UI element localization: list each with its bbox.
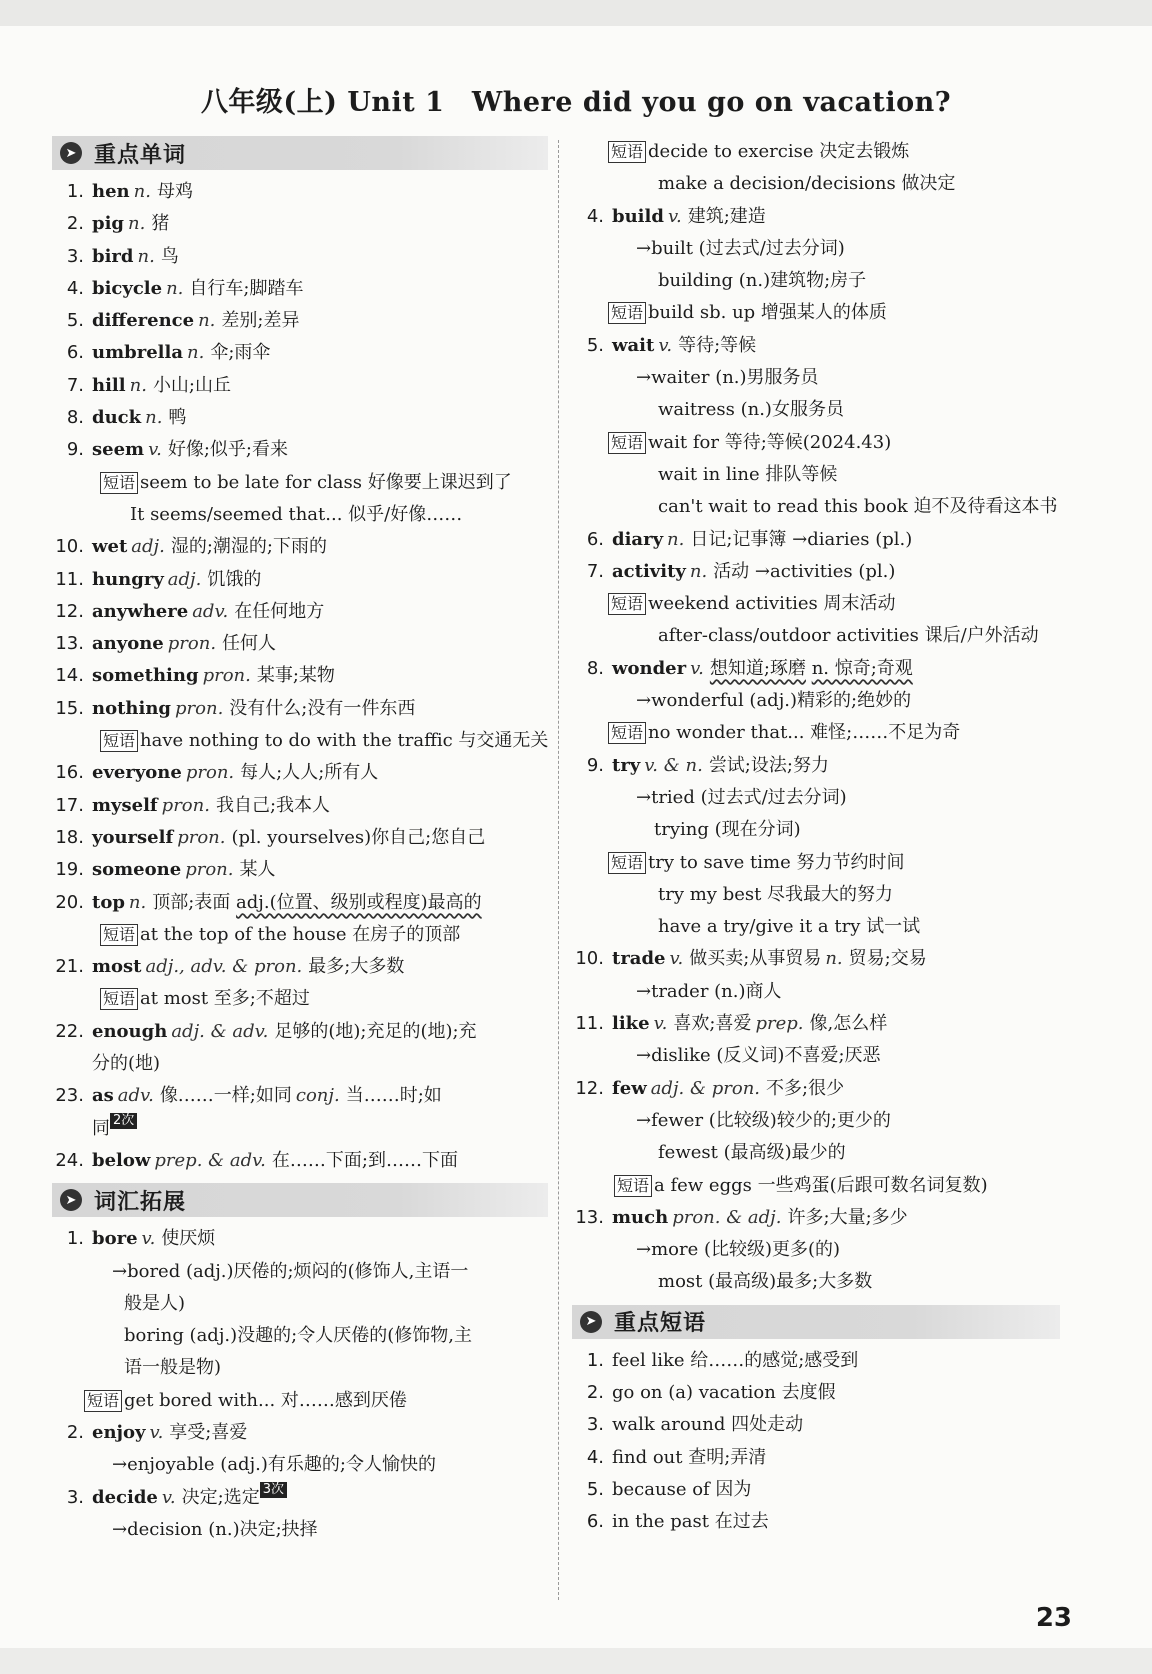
derivation-line: →more (比较级)更多(的)	[636, 1239, 841, 1261]
phrase-tag: 短语	[100, 730, 138, 752]
continuation-line: 分的(地)	[92, 1053, 161, 1075]
derivation-line: building (n.)建筑物;房子	[658, 270, 867, 292]
word-entry: 6. diary n. 日记;记事簿 →diaries (pl.)	[586, 528, 913, 550]
derivation-line: →fewer (比较级)较少的;更少的	[636, 1109, 891, 1131]
derivation-line: →bored (adj.)厌倦的;烦闷的(修饰人,主语一	[112, 1260, 469, 1282]
word-entry: 12. few adj. & pron. 不多;很少	[575, 1077, 845, 1099]
paper-plane-icon: ➤	[60, 1189, 82, 1211]
word-entry: 22. enough adj. & adv. 足够的(地);充足的(地);充	[55, 1020, 477, 1042]
phrase-line: 短语 decide to exercise 决定去锻炼	[572, 136, 1072, 168]
phrase-tag: 短语	[608, 302, 646, 324]
paper-plane-icon: ➤	[580, 1311, 602, 1333]
derivation-line: →decision (n.)决定;抉择	[112, 1518, 318, 1540]
derivation-line: waitress (n.)女服务员	[658, 399, 844, 421]
word-entry: 19. someone pron. 某人	[55, 859, 276, 881]
top-margin-bar	[0, 0, 1152, 26]
word-entry: 5. wait v. 等待;等候	[586, 334, 757, 356]
phrase-line: try my best 尽我最大的努力	[658, 883, 894, 905]
word-entry: 18. yourself pron. (pl. yourselves)你自己;您自己	[55, 826, 486, 848]
phrase-line: 短语 wait for 等待;等候(2024.43)	[572, 427, 1072, 459]
continuation-line: 同 2次	[52, 1113, 548, 1145]
phrase-tag: 短语	[608, 852, 646, 874]
word-entry: 3. bird n. 鸟	[66, 245, 179, 267]
derivation-line: fewest (最高级)最少的	[658, 1142, 846, 1164]
phrase-line: 短语 a few eggs 一些鸡蛋(后跟可数名词复数)	[572, 1170, 1072, 1202]
phrase-line: 短语 at most 至多;不超过	[52, 983, 548, 1015]
word-entry: 23. as adv. 像……一样;如同 conj. 当……时;如	[55, 1085, 442, 1107]
page-number: 23	[1035, 1603, 1072, 1633]
phrase-line: It seems/seemed that... 似乎/好像……	[130, 503, 463, 525]
word-entry: 11. like v. 喜欢;喜爱 prep. 像,怎么样	[575, 1013, 888, 1035]
phrase-item: 1. feel like 给……的感觉;感受到	[586, 1349, 859, 1371]
word-entry: 2. pig n. 猪	[66, 213, 170, 235]
phrase-tag: 短语	[84, 1390, 122, 1412]
phrase-item: 3. walk around 四处走动	[586, 1414, 804, 1436]
word-entry: 9. seem v. 好像;似乎;看来	[66, 439, 288, 461]
phrase-tag: 短语	[608, 593, 646, 615]
word-entry: 8. duck n. 鸭	[66, 407, 187, 429]
phrase-line: 短语 get bored with... 对……感到厌倦	[52, 1385, 548, 1417]
bottom-margin-bar	[0, 1648, 1152, 1674]
word-entry: 10. trade v. 做买卖;从事贸易 n. 贸易;交易	[575, 948, 927, 970]
word-entry: 12. anywhere adv. 在任何地方	[55, 600, 325, 622]
section-header-key-words: ➤ 重点单词	[52, 136, 548, 170]
right-column	[572, 136, 1072, 1538]
derivation-line: boring (adj.)没趣的;令人厌倦的(修饰物,主	[124, 1325, 472, 1347]
word-entry: 21. most adj., adv. & pron. 最多;大多数	[55, 956, 405, 978]
page-title: 八年级(上) Unit 1 Where did you go on vacation?	[200, 87, 952, 118]
phrase-tag: 短语	[608, 722, 646, 744]
derivation-line: →trader (n.)商人	[636, 980, 782, 1002]
phrase-tag: 短语	[614, 1175, 652, 1197]
phrase-line: have a try/give it a try 试一试	[658, 916, 921, 938]
phrase-item: 2. go on (a) vacation 去度假	[586, 1381, 836, 1403]
phrase-line: 短语 no wonder that... 难怪;……不足为奇	[572, 717, 1072, 749]
column-divider	[558, 140, 559, 1600]
phrase-line: can't wait to read this book 迫不及待看这本书	[658, 496, 1058, 518]
derivation-line: →wonderful (adj.)精彩的;绝妙的	[636, 690, 912, 712]
phrase-line: 短语 build sb. up 增强某人的体质	[572, 297, 1072, 329]
continuation-line: 语一般是物)	[124, 1357, 222, 1379]
frequency-badge: 2次	[110, 1113, 137, 1129]
phrase-line: 短语 try to save time 努力节约时间	[572, 847, 1072, 879]
derivation-line: →dislike (反义词)不喜爱;厌恶	[636, 1045, 881, 1067]
phrase-tag: 短语	[100, 924, 138, 946]
phrase-tag: 短语	[608, 141, 646, 163]
frequency-badge: 3次	[260, 1482, 287, 1498]
phrase-tag: 短语	[100, 472, 138, 494]
word-entry: 5. difference n. 差别;差异	[66, 310, 300, 332]
word-entry: 11. hungry adj. 饥饿的	[55, 568, 262, 590]
derivation-line: →enjoyable (adj.)有乐趣的;令人愉快的	[112, 1454, 436, 1476]
word-entry: 14. something pron. 某事;某物	[55, 665, 335, 687]
phrase-line: wait in line 排队等候	[658, 463, 838, 485]
phrase-item: 4. find out 查明;弄清	[586, 1446, 767, 1468]
derivation-line: trying (现在分词)	[654, 819, 801, 841]
word-entry: 2. enjoy v. 享受;喜爱	[66, 1421, 248, 1443]
phrase-item: 6. in the past 在过去	[586, 1511, 769, 1533]
word-entry: 3. decide v. 决定;选定 3次	[52, 1482, 548, 1514]
word-entry: 4. build v. 建筑;建造	[586, 205, 766, 227]
word-entry: 20. top n. 顶部;表面 adj.(位置、级别或程度)最高的	[55, 891, 482, 913]
continuation-line: 般是人)	[124, 1292, 186, 1314]
section-header-vocab-ext: ➤ 词汇拓展	[52, 1183, 548, 1217]
left-column	[52, 136, 548, 1546]
phrase-line: after-class/outdoor activities 课后/户外活动	[658, 625, 1039, 647]
paper-plane-icon: ➤	[60, 142, 82, 164]
word-entry: 17. myself pron. 我自己;我本人	[55, 794, 331, 816]
word-entry: 16. everyone pron. 每人;人人;所有人	[55, 762, 379, 784]
word-entry: 24. below prep. & adv. 在……下面;到……下面	[55, 1149, 458, 1171]
derivation-line: →built (过去式/过去分词)	[636, 237, 845, 259]
derivation-line: most (最高级)最多;大多数	[658, 1271, 873, 1293]
phrase-tag: 短语	[100, 988, 138, 1010]
phrase-line: 短语 seem to be late for class 好像要上课迟到了	[52, 467, 548, 499]
phrase-line: 短语 weekend activities 周末活动	[572, 588, 1072, 620]
section-header-key-phrases: ➤ 重点短语	[572, 1305, 1060, 1339]
derivation-line: →tried (过去式/过去分词)	[636, 786, 847, 808]
word-entry: 4. bicycle n. 自行车;脚踏车	[66, 277, 304, 299]
phrase-line: make a decision/decisions 做决定	[658, 173, 956, 195]
word-entry: 9. try v. & n. 尝试;设法;努力	[586, 754, 829, 776]
word-entry: 8. wonder v. 想知道;琢磨 n. 惊奇;奇观	[586, 657, 913, 679]
word-entry: 6. umbrella n. 伞;雨伞	[66, 342, 271, 364]
derivation-line: →waiter (n.)男服务员	[636, 367, 819, 389]
word-entry: 13. anyone pron. 任何人	[55, 633, 277, 655]
word-entry: 15. nothing pron. 没有什么;没有一件东西	[55, 697, 416, 719]
word-entry: 7. hill n. 小山;山丘	[66, 374, 232, 396]
word-entry: 1. hen n. 母鸡	[66, 181, 193, 202]
word-entry: 13. much pron. & adj. 许多;大量;多少	[575, 1206, 908, 1228]
phrase-line: 短语 at the top of the house 在房子的顶部	[52, 919, 548, 951]
phrase-tag: 短语	[608, 432, 646, 454]
word-entry: 7. activity n. 活动 →activities (pl.)	[586, 560, 896, 582]
phrase-line: 短语 have nothing to do with the traffic 与交通无关	[52, 725, 548, 757]
word-entry: 10. wet adj. 湿的;潮湿的;下雨的	[55, 536, 327, 558]
word-entry: 1. bore v. 使厌烦	[66, 1228, 216, 1250]
phrase-item: 5. because of 因为	[586, 1478, 752, 1500]
